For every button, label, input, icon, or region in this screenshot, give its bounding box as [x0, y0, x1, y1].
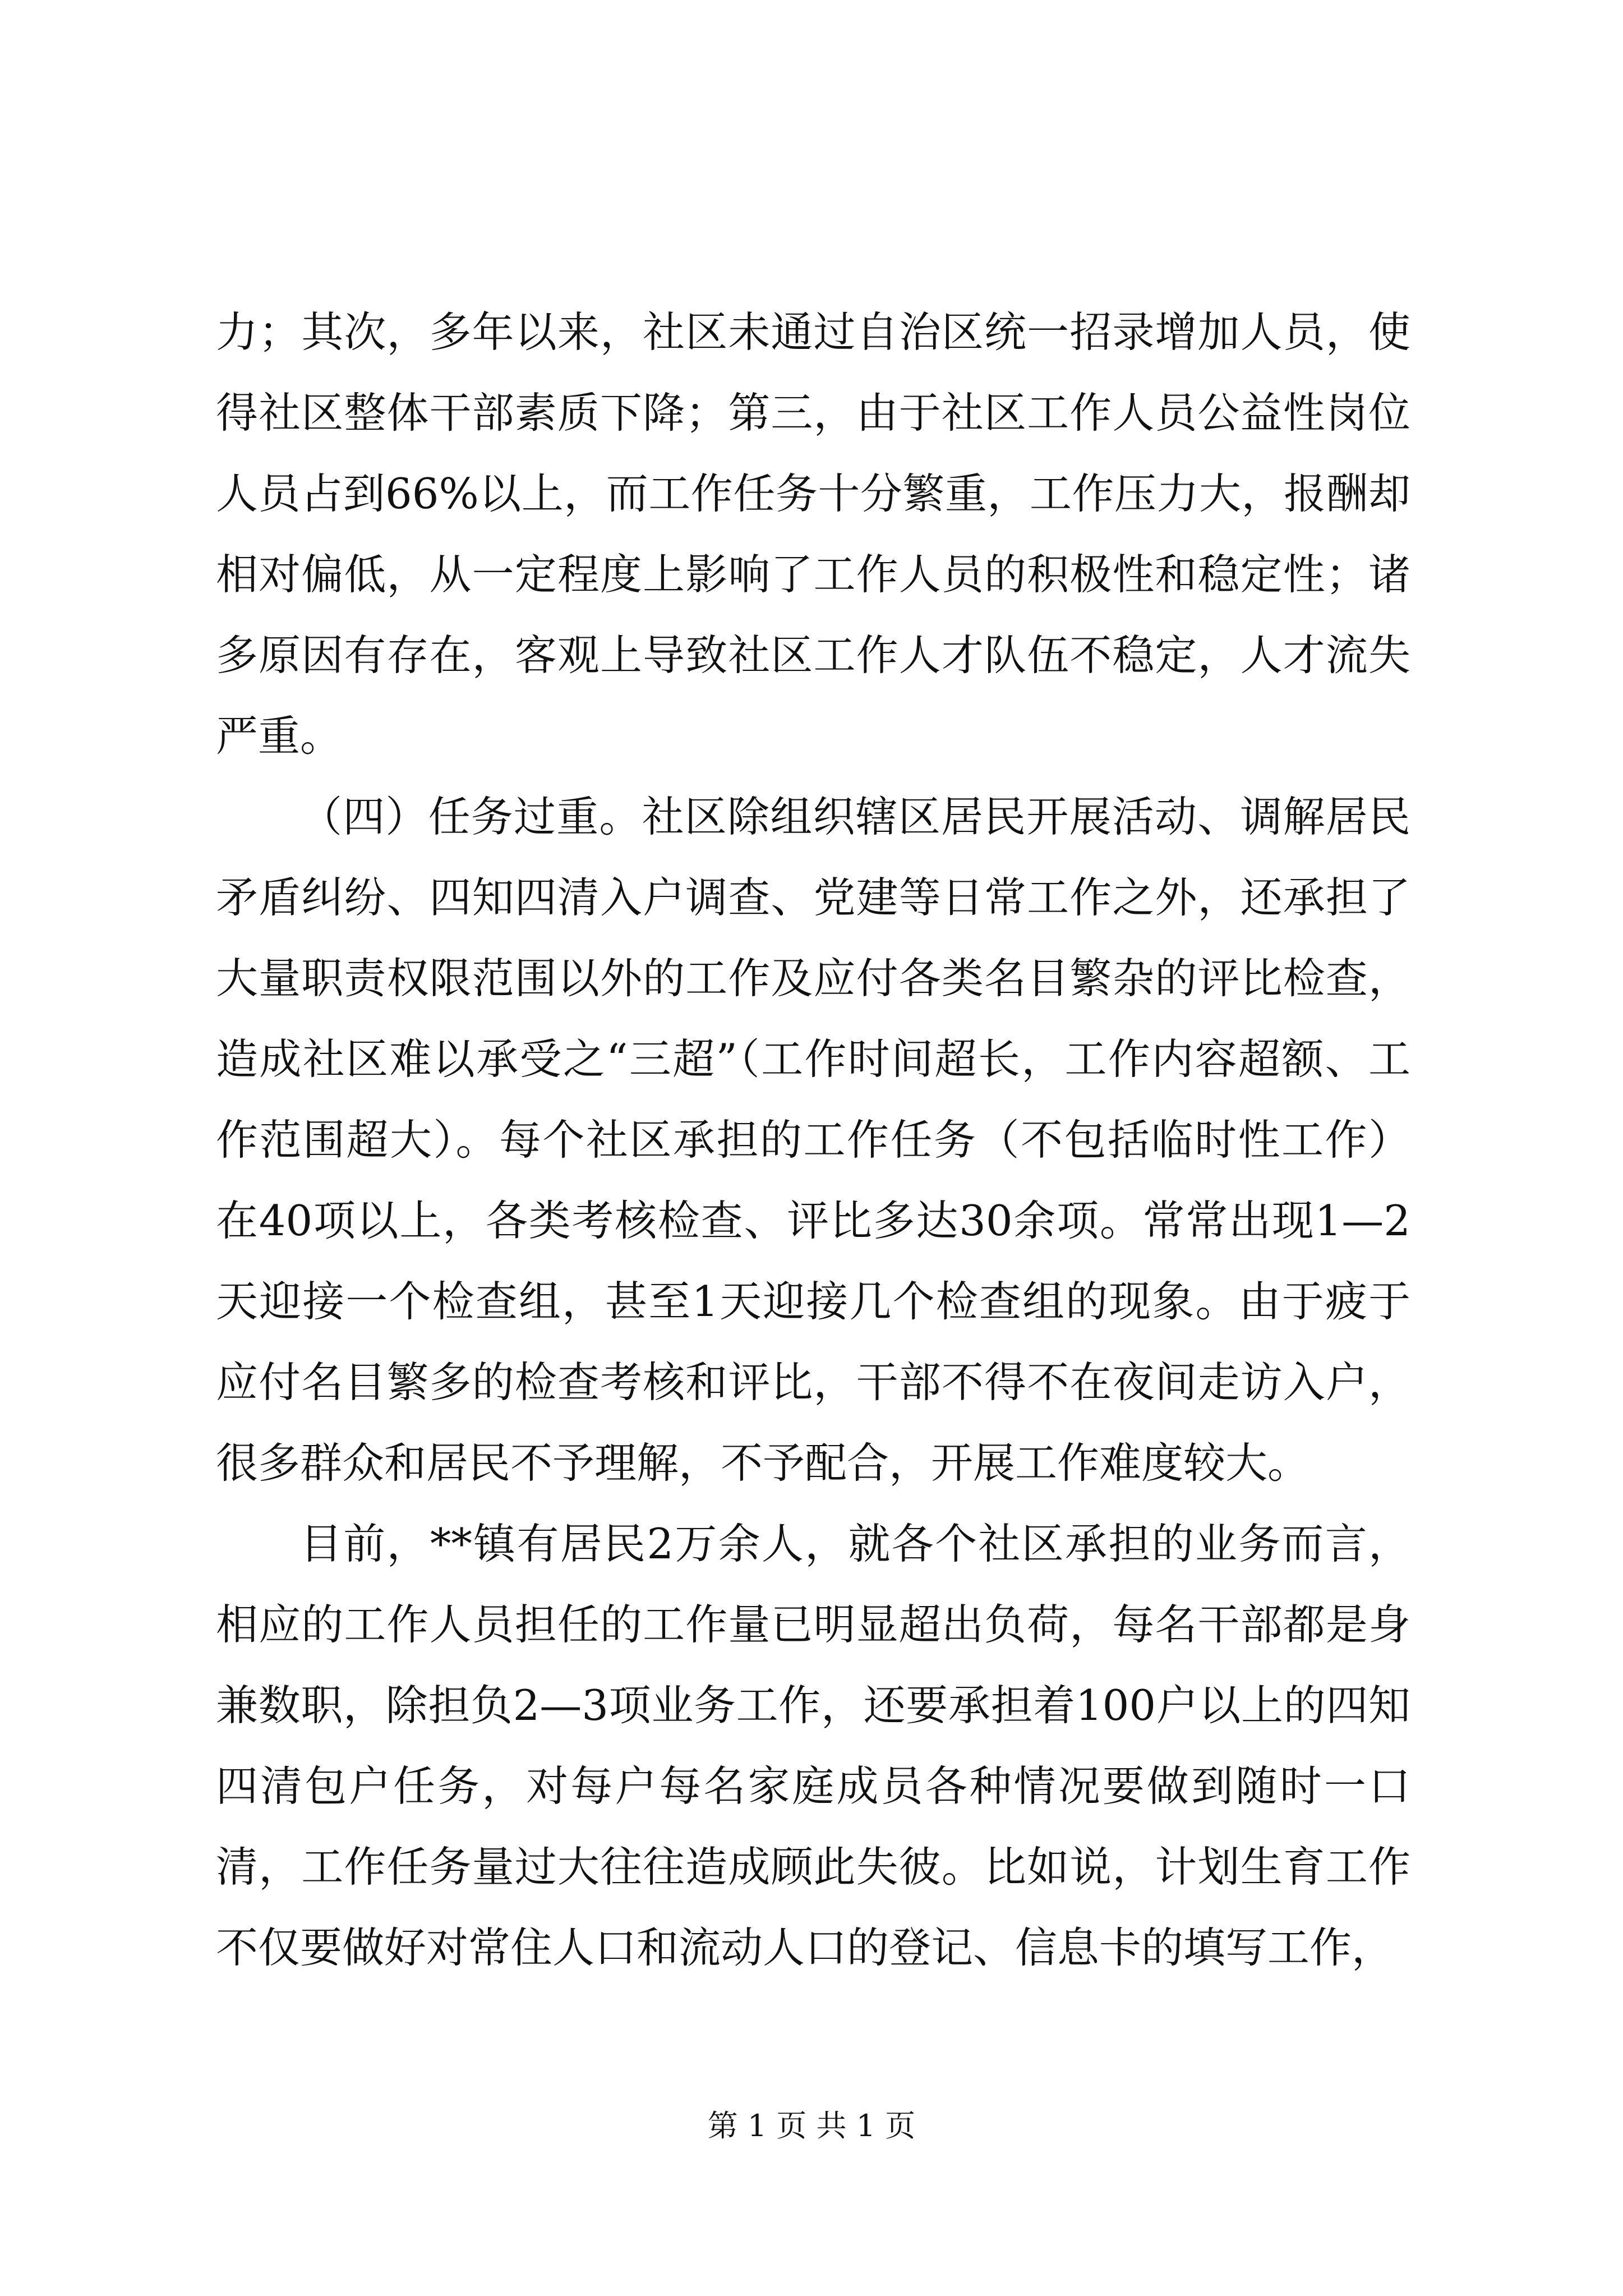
paragraph-3: 目前，**镇有居民2万余人，就各个社区承担的业务而言，相应的工作人员担任的工作量已明显超出负荷，每名干部都是身兼数职，除担负2—3项业务工作，还要承担着100户以上的四知四清包户任务，对每户每名家庭成员各种情况要做到随时一口清，工作任务量过大往往造成顾此失彼。比如说，计划生育工作不仅要做好对常住人口和流动人口的登记、信息卡的填写工作， — [216, 1519, 1410, 1972]
paragraph-1: 力；其次，多年以来，社区未通过自治区统一招录增加人员，使得社区整体干部素质下降；第三，由于社区工作人员公益性岗位人员占到66%以上，而工作任务十分繁重，工作压力大，报酬却相对偏低，从一定程度上影响了工作人员的积极性和稳定性；诸多原因有存在，客观上导致社区工作人才队伍不稳定，人才流失严重。 — [216, 307, 1410, 761]
paragraph-2: （四）任务过重。社区除组织辖区居民开展活动、调解居民矛盾纠纷、四知四清入户调查、党建等日常工作之外，还承担了大量职责权限范围以外的工作及应付各类名目繁杂的评比检查，造成社区难以承受之“三超”（工作时间超长，工作内容超额、工作范围超大）。每个社区承担的工作任务（不包括临时性工作）在40项以上，各类考核检查、评比多达30余项。常常出现1—2天迎接一个检查组，甚至1天迎接几个检查组的现象。由于疲于应付名目繁多的检查考核和评比，干部不得不在夜间走访入户，很多群众和居民不予理解，不予配合，开展工作难度较大。 — [216, 792, 1410, 1488]
page-footer: 第 1 页 共 1 页 — [707, 2108, 916, 2143]
body-text — [216, 292, 1410, 1988]
